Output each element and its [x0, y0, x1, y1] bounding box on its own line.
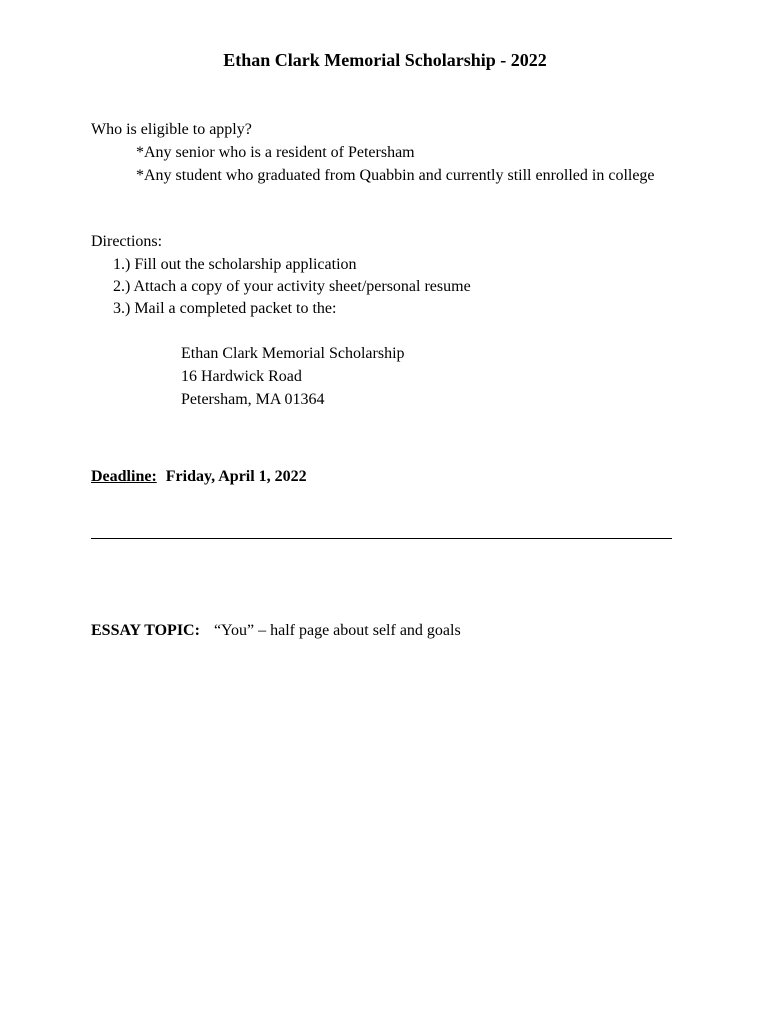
eligibility-item: *Any senior who is a resident of Petersham [136, 144, 415, 161]
deadline-value: Friday, April 1, 2022 [165, 468, 307, 485]
direction-step: 2.) Attach a copy of your activity sheet/personal resume [113, 278, 471, 295]
mailing-address-line: 16 Hardwick Road [181, 368, 302, 385]
deadline-label: Deadline: [91, 468, 157, 485]
section-divider [91, 538, 672, 539]
essay-topic-value: “You” – half page about self and goals [213, 622, 461, 639]
mailing-address-line: Ethan Clark Memorial Scholarship [181, 345, 405, 362]
directions-heading: Directions: [91, 233, 163, 250]
eligibility-heading: Who is eligible to apply? [91, 121, 252, 138]
direction-step: 3.) Mail a completed packet to the: [113, 300, 337, 317]
direction-step: 1.) Fill out the scholarship application [113, 256, 357, 273]
essay-topic-label: ESSAY TOPIC: [91, 622, 200, 639]
eligibility-item: *Any student who graduated from Quabbin and currently still enrolled in college [136, 167, 655, 184]
essay-topic-line [91, 620, 461, 642]
mailing-address-line: Petersham, MA 01364 [181, 391, 325, 408]
document-title: Ethan Clark Memorial Scholarship - 2022 [223, 50, 547, 70]
deadline-line [91, 466, 307, 488]
